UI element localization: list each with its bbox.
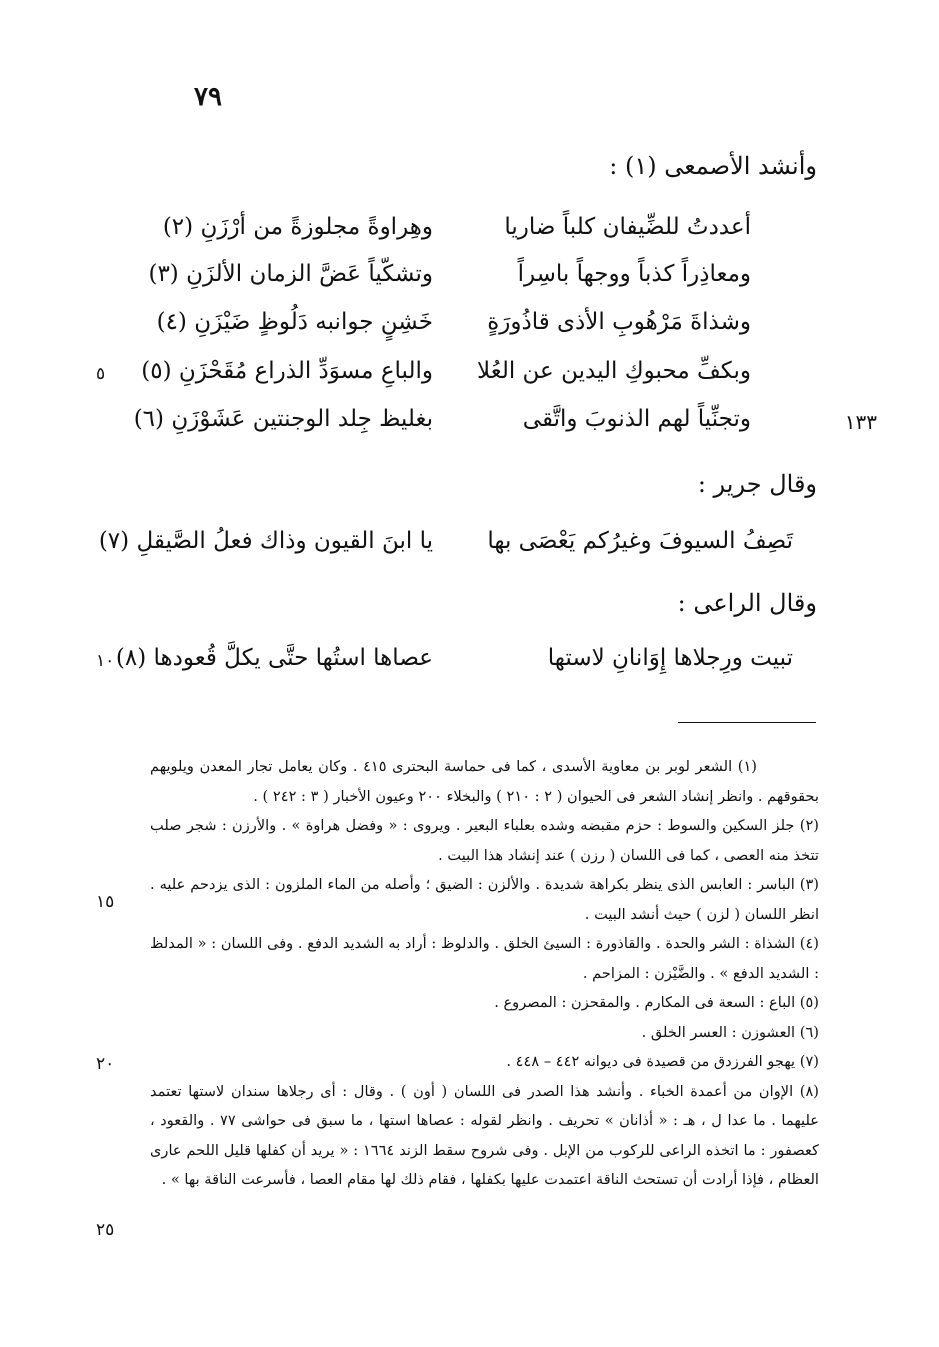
raai-verse-second-hemistich: عصاها استُها حتَّى يكلَّ قُعودها (٨) — [115, 645, 433, 671]
footnotes — [150, 752, 819, 1195]
verse-4-first-hemistich: وبكفِّ محبوكِ اليدين عن العُلا — [477, 358, 751, 384]
footnote-separator — [678, 722, 816, 723]
line-number-10: ١٠ — [96, 651, 115, 671]
footnote-1: (١) الشعر لوبر بن معاوية الأسدى ، كما فى حماسة البحترى ٤١٥ . وكان يعامل تجار المعدن ويلويهم بحقوقهم . وانظر إنشاد الشعر فى الحيوان ( ٢ : ٢١٠ ) والبخلاء ٢٠٠ وعيون الأخبار ( ٣ : ٢٤٢ ) . — [150, 758, 819, 805]
jarir-verse-first-hemistich: تَصِفُ السيوفَ وغيرُكم يَعْصَى بها — [487, 528, 793, 554]
verse-5-second-hemistich: بغليظ جِلد الوجنتين عَشَوْزَنِ (٦) — [133, 406, 433, 432]
footnote-3: (٣) الباسر : العابس الذى ينظر بكراهة شديدة . والألزن : الضيق ؛ وأصله من الماء الملزون : الذى يزدحم عليه . انظر اللسان ( لزن ) حيث أنشد البيت . — [150, 876, 819, 923]
jarir-verse-second-hemistich: يا ابنَ القيون وذاك فعلُ الصَّيقلِ (٧) — [98, 528, 433, 554]
footnote-8: (٨) الإوان من أعمدة الخباء . وأنشد هذا الصدر فى اللسان ( أون ) . وقال : أى رجلاها سندان لاستها تعتمد عليهما . ما عدا ل ، هـ : « أذانان » تحريف . وانظر لقوله : عصاها استها ، ما سبق فى حواشى ٧٧ . والقعود ، كعصفور : ما اتخذه الراعى للركوب من الإبل . وفى شروح سقط الزند ١٦٦٤ : « يريد أن كفلها قليل اللحم عارى العظام ، فإذا أرادت أن تستحث الناقة اعتمدت عليها بكفلها ، فقام ذلك لها مقام العصا ، فأسرعت الناقة بها » . — [150, 1082, 819, 1188]
verse-2-first-hemistich: ومعاذِراً كذباً ووجهاً باسِراً — [517, 261, 751, 287]
footnote-2: (٢) جلز السكين والسوط : حزم مقبضه وشده بعلباء البعير . ويروى : « وفضل هراوة » . والأرزن : شجر صلب تتخذ منه العصى ، كما فى اللسان ( رزن ) عند إنشاد هذا البيت . — [150, 817, 819, 864]
footnote-6: (٦) العشوزن : العسر الخلق . — [641, 1023, 819, 1041]
intro-raai: وقال الراعى : — [677, 589, 817, 617]
line-number-20: ٢٠ — [96, 1054, 115, 1074]
line-number-15: ١٥ — [96, 892, 115, 912]
verse-5-first-hemistich: وتجنِّياً لهم الذنوبَ واتَّقى — [522, 406, 751, 432]
intro-asmai: وأنشد الأصمعى (١) : — [609, 152, 817, 180]
verse-3-second-hemistich: خَشِنٍ جوانبه دَلُوظٍ ضَيْزَنِ (٤) — [156, 309, 433, 335]
line-number-5: ٥ — [96, 364, 106, 384]
footnote-5: (٥) الباع : السعة فى المكارم . والمقحزن : المصروع . — [494, 994, 819, 1011]
marginal-reference-number: ١٣٣ — [844, 410, 877, 434]
intro-jarir: وقال جرير : — [697, 470, 817, 498]
verse-4-second-hemistich: والباعِ مسوَدِّ الذراع مُقَحْزَنِ (٥) — [141, 358, 433, 384]
verse-2-second-hemistich: وتشكّياً عَضَّ الزمان الألزَنِ (٣) — [148, 261, 433, 287]
page-number: ٧٩ — [194, 82, 222, 112]
verse-3-first-hemistich: وشذاةَ مَرْهُوبِ الأذى قاذُورَةٍ — [487, 309, 751, 335]
verse-1-first-hemistich: أعددتُ للضِّيفان كلباً ضاريا — [504, 214, 751, 240]
raai-verse-first-hemistich: تبيت ورِجلاها إِوَانانِ لاستها — [547, 645, 793, 671]
line-number-25: ٢٥ — [96, 1220, 115, 1240]
footnote-4: (٤) الشذاة : الشر والحدة . والقاذورة : السيئ الخلق . والدلوظ : أراد به الشديد الدفع . وفى اللسان : « المدلظ : الشديد الدفع » . والضَّيْزن : المزاحم . — [150, 935, 819, 982]
footnote-7: (٧) يهجو الفرزدق من قصيدة فى ديوانه ٤٤٢ – ٤٤٨ . — [506, 1053, 819, 1070]
verse-1-second-hemistich: وهِراوةً مجلوزةً من أرْزَنِ (٢) — [162, 214, 433, 240]
